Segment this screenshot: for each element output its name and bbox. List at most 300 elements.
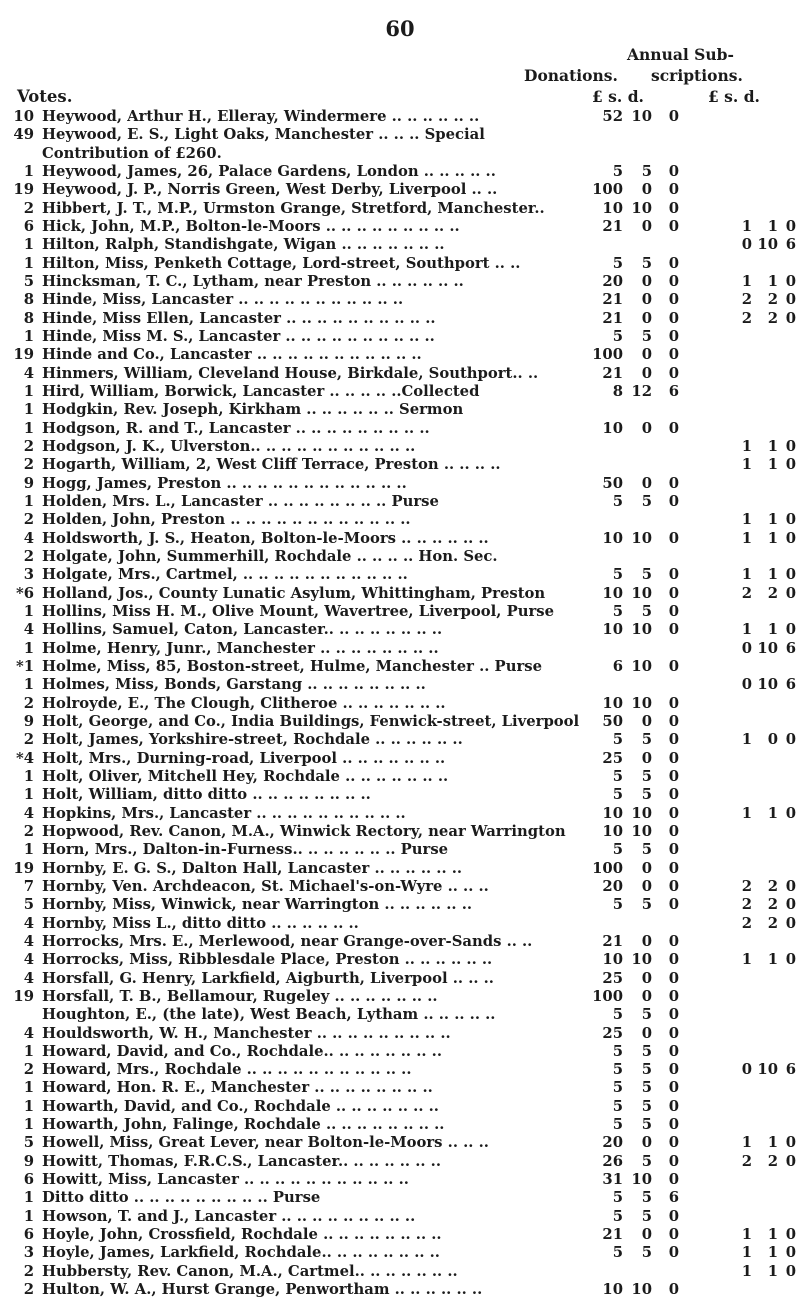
donation-shillings: 0 [641, 877, 652, 895]
list-item [0, 455, 800, 475]
subscription-pence: 0 [785, 217, 796, 235]
name-cell: Holgate, Mrs., Cartmel, .. .. .. .. .. .. .. .. .. .. .. [42, 566, 408, 584]
votes-cell: 10 [13, 108, 34, 125]
votes-cell: 5 [23, 272, 34, 290]
donation-pounds: 100 [592, 859, 623, 877]
donation-pounds: 21 [602, 291, 623, 309]
name-cell: Hollins, Samuel, Caton, Lancaster.. .. .. .. .. .. .. .. [42, 621, 443, 639]
votes-cell: 1 [23, 602, 34, 620]
subscription-pence: 0 [785, 456, 796, 474]
name-cell: Houldsworth, W. H., Manchester .. .. .. .. .. .. .. .. .. [42, 1024, 451, 1042]
donation-shillings: 10 [631, 108, 652, 125]
subscriptions-units-heading: £ s. d. [708, 87, 760, 106]
donation-shillings: 5 [641, 1207, 652, 1225]
donation-shillings: 0 [641, 859, 652, 877]
subscription-shillings: 1 [767, 217, 778, 235]
list-item [0, 144, 800, 164]
list-item [0, 492, 800, 512]
name-cell: Holt, Mrs., Durning-road, Liverpool .. .. .. .. .. .. .. [42, 749, 446, 767]
donation-pence: 0 [668, 1061, 679, 1079]
subscription-pence: 0 [785, 1226, 796, 1244]
votes-cell: 6 [23, 217, 34, 235]
list-item [0, 914, 800, 934]
donation-shillings: 0 [641, 749, 652, 767]
subscription-pounds: 0 [741, 1061, 752, 1079]
donation-pence: 0 [668, 254, 679, 272]
name-cell: Hulton, W. A., Hurst Grange, Penwortham .. .. .. .. .. .. [42, 1281, 483, 1299]
subscription-shillings: 1 [767, 1226, 778, 1244]
donation-pounds: 5 [612, 1042, 623, 1060]
donation-pounds: 10 [602, 584, 623, 602]
name-cell: Holmes, Miss, Bonds, Garstang .. .. .. .. .. .. .. .. [42, 676, 426, 694]
subscription-shillings: 10 [757, 639, 778, 657]
subscription-shillings: 2 [767, 1152, 778, 1170]
subscription-shillings: 2 [767, 584, 778, 602]
donation-pence: 0 [668, 694, 679, 712]
name-cell: Hinde, Miss, Lancaster .. .. .. .. .. .. .. .. .. .. .. [42, 291, 404, 309]
donation-shillings: 10 [631, 1171, 652, 1189]
name-cell: Hird, William, Borwick, Lancaster .. .. .. .. ..Collected [42, 382, 480, 400]
votes-cell: 6 [23, 1226, 34, 1244]
votes-cell: 2 [23, 547, 34, 565]
name-cell: Howell, Miss, Great Lever, near Bolton-le-Moors .. .. .. [42, 1134, 489, 1152]
donation-shillings: 0 [641, 217, 652, 235]
list-item [0, 749, 800, 769]
donation-shillings: 10 [631, 584, 652, 602]
name-cell: Howitt, Thomas, F.R.C.S., Lancaster.. .. .. .. .. .. .. [42, 1152, 441, 1170]
subscription-shillings: 2 [767, 896, 778, 914]
subscription-pounds: 0 [741, 639, 752, 657]
subscription-shillings: 1 [767, 272, 778, 290]
votes-cell: 8 [23, 291, 34, 309]
votes-cell: 49 [13, 126, 34, 144]
donation-pounds: 21 [602, 217, 623, 235]
list-item [0, 345, 800, 365]
votes-cell: 1 [23, 786, 34, 804]
subscription-shillings: 1 [767, 1262, 778, 1280]
subscription-pounds: 1 [741, 951, 752, 969]
donation-pence: 0 [668, 1226, 679, 1244]
list-item [0, 1133, 800, 1153]
subscription-pounds: 2 [741, 584, 752, 602]
name-cell: Howard, David, and Co., Rochdale.. .. .. .. .. .. .. .. [42, 1042, 442, 1060]
donation-pounds: 21 [602, 1226, 623, 1244]
subscription-pounds: 1 [741, 437, 752, 455]
list-item [0, 730, 800, 750]
donation-pence: 0 [668, 841, 679, 859]
votes-cell: 3 [23, 1244, 34, 1262]
donation-shillings: 12 [631, 382, 652, 400]
name-cell: Howarth, David, and Co., Rochdale .. .. .. .. .. .. .. [42, 1097, 439, 1115]
donation-pence: 0 [668, 217, 679, 235]
votes-cell: 4 [23, 621, 34, 639]
list-item [0, 950, 800, 970]
name-cell: Hoyle, James, Larkfield, Rochdale.. .. .. .. .. .. .. .. [42, 1244, 440, 1262]
list-item [0, 602, 800, 622]
donation-shillings: 10 [631, 804, 652, 822]
donation-shillings: 0 [641, 1226, 652, 1244]
donation-shillings: 5 [641, 327, 652, 345]
list-item [0, 840, 800, 860]
name-cell: Hogg, James, Preston .. .. .. .. .. .. .. .. .. .. .. .. [42, 474, 407, 492]
donation-pence: 0 [668, 712, 679, 730]
donations-heading: Donations. [524, 66, 618, 85]
subscription-pence: 0 [785, 529, 796, 547]
donation-pounds: 21 [602, 309, 623, 327]
donation-pence: 0 [668, 767, 679, 785]
votes-cell: *1 [15, 657, 34, 675]
votes-cell: 4 [23, 969, 34, 987]
votes-cell: 4 [23, 804, 34, 822]
donation-pence: 0 [668, 859, 679, 877]
donation-pence: 0 [668, 1207, 679, 1225]
donation-pounds: 5 [612, 1079, 623, 1097]
donation-shillings: 0 [641, 346, 652, 364]
donation-shillings: 0 [641, 1024, 652, 1042]
votes-cell: 2 [23, 199, 34, 217]
list-item [0, 675, 800, 695]
name-cell: Horrocks, Mrs. E., Merlewood, near Grange-over-Sands .. .. [42, 932, 533, 950]
donation-pounds: 50 [602, 474, 623, 492]
subscription-pence: 0 [785, 731, 796, 749]
name-cell: Howarth, John, Falinge, Rochdale .. .. .. .. .. .. .. .. [42, 1116, 445, 1134]
name-cell: Holden, John, Preston .. .. .. .. .. .. .. .. .. .. .. .. [42, 511, 411, 529]
list-item [0, 382, 800, 402]
donation-pounds: 5 [612, 254, 623, 272]
donation-pence: 0 [668, 566, 679, 584]
votes-cell: 2 [23, 731, 34, 749]
name-cell: Houghton, E., (the late), West Beach, Lytham .. .. .. .. .. [42, 1006, 496, 1024]
votes-cell: 9 [23, 474, 34, 492]
subscription-pounds: 1 [741, 566, 752, 584]
subscription-pence: 0 [785, 951, 796, 969]
name-cell: Hornby, Miss L., ditto ditto .. .. .. .. .. .. [42, 914, 359, 932]
name-cell: Holt, Oliver, Mitchell Hey, Rochdale .. .. .. .. .. .. .. [42, 767, 449, 785]
subscription-shillings: 2 [767, 914, 778, 932]
list-item [0, 1042, 800, 1062]
name-cell: Hinmers, William, Cleveland House, Birkdale, Southport.. .. [42, 364, 539, 382]
subscription-shillings: 1 [767, 1134, 778, 1152]
donation-pence: 0 [668, 877, 679, 895]
name-cell: Howard, Mrs., Rochdale .. .. .. .. .. .. .. .. .. .. .. [42, 1061, 412, 1079]
name-cell: Horn, Mrs., Dalton-in-Furness.. .. .. .. .. .. .. Purse [42, 841, 449, 859]
subscription-shillings: 1 [767, 1244, 778, 1262]
subscription-pounds: 1 [741, 456, 752, 474]
donation-pence: 0 [668, 987, 679, 1005]
donation-pounds: 10 [602, 529, 623, 547]
donation-shillings: 5 [641, 1079, 652, 1097]
votes-cell: 1 [23, 327, 34, 345]
name-cell: Howson, T. and J., Lancaster .. .. .. .. .. .. .. .. .. [42, 1207, 416, 1225]
subscription-shillings: 2 [767, 877, 778, 895]
donation-shillings: 0 [641, 364, 652, 382]
votes-cell: 2 [23, 1061, 34, 1079]
votes-cell: 19 [13, 987, 34, 1005]
name-cell: Hinde and Co., Lancaster .. .. .. .. .. .. .. .. .. .. .. [42, 346, 422, 364]
votes-cell: 1 [23, 1097, 34, 1115]
donation-pounds: 10 [602, 822, 623, 840]
donation-shillings: 10 [631, 694, 652, 712]
list-item [0, 1262, 800, 1282]
subscription-pence: 0 [785, 877, 796, 895]
votes-cell: 9 [23, 1152, 34, 1170]
name-cell: Hogarth, William, 2, West Cliff Terrace, Preston .. .. .. .. [42, 456, 501, 474]
annual-subscriptions-heading-line2: scriptions. [651, 66, 743, 85]
list-item [0, 1005, 800, 1025]
name-cell: Holroyde, E., The Clough, Clitheroe .. .. .. .. .. .. .. [42, 694, 446, 712]
donation-pence: 0 [668, 162, 679, 180]
subscription-pence: 0 [785, 621, 796, 639]
subscription-pounds: 2 [741, 896, 752, 914]
donation-pence: 0 [668, 1281, 679, 1299]
name-cell: Horsfall, T. B., Bellamour, Rugeley .. .. .. .. .. .. .. [42, 987, 438, 1005]
subscription-pence: 6 [785, 1061, 796, 1079]
donation-pounds: 52 [602, 108, 623, 125]
list-item [0, 529, 800, 549]
subscription-pounds: 1 [741, 217, 752, 235]
list-item [0, 547, 800, 567]
donation-shillings: 5 [641, 1152, 652, 1170]
donation-pounds: 100 [592, 346, 623, 364]
subscription-pounds: 1 [741, 1134, 752, 1152]
donation-pence: 0 [668, 1134, 679, 1152]
subscription-pounds: 1 [741, 731, 752, 749]
list-item [0, 400, 800, 420]
donation-shillings: 10 [631, 529, 652, 547]
donation-pence: 6 [668, 382, 679, 400]
votes-cell: 2 [23, 822, 34, 840]
donation-pounds: 5 [612, 841, 623, 859]
list-item [0, 290, 800, 310]
name-cell: Hodgson, R. and T., Lancaster .. .. .. .. .. .. .. .. .. [42, 419, 430, 437]
subscription-pence: 0 [785, 1152, 796, 1170]
subscription-shillings: 10 [757, 236, 778, 254]
list-item [0, 694, 800, 714]
name-cell: Hornby, E. G. S., Dalton Hall, Lancaster .. .. .. .. .. .. [42, 859, 463, 877]
donation-pounds: 5 [612, 602, 623, 620]
list-item [0, 584, 800, 604]
votes-cell: 2 [23, 511, 34, 529]
votes-cell: 1 [23, 492, 34, 510]
subscription-pence: 0 [785, 896, 796, 914]
subscription-shillings: 1 [767, 437, 778, 455]
votes-cell: 2 [23, 694, 34, 712]
donation-pence: 0 [668, 749, 679, 767]
donation-pounds: 21 [602, 364, 623, 382]
subscription-shillings: 10 [757, 676, 778, 694]
votes-cell: 4 [23, 932, 34, 950]
votes-cell: 1 [23, 1189, 34, 1207]
donation-shillings: 5 [641, 1189, 652, 1207]
donation-pence: 0 [668, 932, 679, 950]
votes-cell: *6 [15, 584, 34, 602]
list-item [0, 309, 800, 329]
donation-pence: 0 [668, 108, 679, 125]
subscription-pence: 0 [785, 914, 796, 932]
subscription-pounds: 0 [741, 236, 752, 254]
subscription-shillings: 10 [757, 1061, 778, 1079]
donation-pence: 0 [668, 529, 679, 547]
list-item [0, 1078, 800, 1098]
subscription-pounds: 1 [741, 1244, 752, 1262]
donation-shillings: 5 [641, 162, 652, 180]
donation-shillings: 5 [641, 1061, 652, 1079]
donation-pence: 0 [668, 181, 679, 199]
list-item [0, 895, 800, 915]
votes-cell: 6 [23, 1171, 34, 1189]
subscription-pence: 0 [785, 511, 796, 529]
votes-cell: 2 [23, 1262, 34, 1280]
donation-pounds: 5 [612, 492, 623, 510]
name-cell: Hick, John, M.P., Bolton-le-Moors .. .. .. .. .. .. .. .. .. [42, 217, 460, 235]
subscription-shillings: 1 [767, 456, 778, 474]
name-cell: Howitt, Miss, Lancaster .. .. .. .. .. .. .. .. .. .. .. [42, 1171, 409, 1189]
list-item [0, 767, 800, 787]
list-item [0, 1152, 800, 1172]
name-cell: Hopkins, Mrs., Lancaster .. .. .. .. .. .. .. .. .. .. [42, 804, 406, 822]
list-item [0, 1188, 800, 1208]
list-item [0, 859, 800, 879]
votes-cell: 8 [23, 309, 34, 327]
donation-shillings: 5 [641, 1244, 652, 1262]
donation-pounds: 20 [602, 1134, 623, 1152]
subscription-pounds: 2 [741, 914, 752, 932]
name-cell: Holt, William, ditto ditto .. .. .. .. .. .. .. .. [42, 786, 371, 804]
donation-shillings: 5 [641, 254, 652, 272]
name-cell: Holme, Miss, 85, Boston-street, Hulme, Manchester .. Purse [42, 657, 542, 675]
subscription-pence: 0 [785, 804, 796, 822]
donation-shillings: 10 [631, 621, 652, 639]
votes-cell: *4 [15, 749, 34, 767]
donation-shillings: 0 [641, 419, 652, 437]
donation-pence: 0 [668, 896, 679, 914]
donation-pence: 0 [668, 1116, 679, 1134]
donation-pounds: 5 [612, 1244, 623, 1262]
donation-shillings: 0 [641, 181, 652, 199]
annual-subscriptions-heading-line1: Annual Sub- [627, 45, 734, 64]
donation-shillings: 5 [641, 1116, 652, 1134]
subscription-shillings: 2 [767, 291, 778, 309]
donations-units-heading: £ s. d. [592, 87, 644, 106]
donation-pounds: 10 [602, 951, 623, 969]
name-cell: Holt, George, and Co., India Buildings, Fenwick-street, Liverpool [42, 712, 580, 730]
donation-pounds: 5 [612, 1207, 623, 1225]
subscription-pence: 0 [785, 566, 796, 584]
donation-pounds: 10 [602, 621, 623, 639]
donation-pence: 0 [668, 1244, 679, 1262]
subscription-pounds: 2 [741, 877, 752, 895]
subscription-shillings: 0 [767, 731, 778, 749]
list-item [0, 620, 800, 640]
list-item [0, 1097, 800, 1117]
donation-shillings: 5 [641, 731, 652, 749]
subscription-pence: 6 [785, 676, 796, 694]
list-item [0, 932, 800, 952]
list-item [0, 657, 800, 677]
donation-pence: 0 [668, 1171, 679, 1189]
list-item [0, 804, 800, 824]
votes-cell: 1 [23, 1042, 34, 1060]
donation-shillings: 5 [641, 786, 652, 804]
donation-pounds: 5 [612, 731, 623, 749]
donation-pounds: 10 [602, 419, 623, 437]
list-item [0, 217, 800, 237]
donation-pence: 0 [668, 951, 679, 969]
donation-pounds: 25 [602, 749, 623, 767]
donation-shillings: 5 [641, 602, 652, 620]
subscription-pounds: 2 [741, 291, 752, 309]
donation-pounds: 5 [612, 1006, 623, 1024]
votes-cell: 1 [23, 162, 34, 180]
list-item [0, 565, 800, 585]
list-item [0, 1115, 800, 1135]
subscription-pence: 0 [785, 584, 796, 602]
name-cell: Heywood, Arthur H., Elleray, Windermere .. .. .. .. .. .. [42, 108, 480, 125]
list-item [0, 474, 800, 494]
donation-shillings: 0 [641, 272, 652, 290]
name-cell: Holden, Mrs. L., Lancaster .. .. .. .. .. .. .. .. Purse [42, 492, 439, 510]
votes-cell: 1 [23, 676, 34, 694]
list-item [0, 1225, 800, 1245]
name-cell: Holdsworth, J. S., Heaton, Bolton-le-Moors .. .. .. .. .. .. [42, 529, 489, 547]
name-cell: Hopwood, Rev. Canon, M.A., Winwick Rectory, near Warrington [42, 822, 566, 840]
votes-cell: 5 [23, 1134, 34, 1152]
name-cell: Horrocks, Miss, Ribblesdale Place, Preston .. .. .. .. .. .. [42, 951, 493, 969]
name-cell: Horsfall, G. Henry, Larkfield, Aigburth, Liverpool .. .. .. [42, 969, 494, 987]
list-item [0, 969, 800, 989]
name-cell: Heywood, J. P., Norris Green, West Derby, Liverpool .. .. [42, 181, 498, 199]
subscription-pence: 6 [785, 236, 796, 254]
subscription-shillings: 1 [767, 951, 778, 969]
list-item [0, 1280, 800, 1300]
donation-pence: 0 [668, 291, 679, 309]
list-item [0, 437, 800, 457]
donation-pounds: 8 [612, 382, 623, 400]
votes-cell: 4 [23, 1024, 34, 1042]
donation-shillings: 5 [641, 841, 652, 859]
donation-shillings: 10 [631, 199, 652, 217]
donation-shillings: 10 [631, 951, 652, 969]
donation-pence: 0 [668, 1079, 679, 1097]
donation-shillings: 5 [641, 1006, 652, 1024]
donation-pounds: 31 [602, 1171, 623, 1189]
donation-pence: 0 [668, 327, 679, 345]
list-item [0, 877, 800, 897]
donation-shillings: 10 [631, 1281, 652, 1299]
list-item [0, 987, 800, 1007]
votes-cell: 2 [23, 456, 34, 474]
donation-pence: 0 [668, 1097, 679, 1115]
votes-cell: 1 [23, 401, 34, 419]
name-cell: Ditto ditto .. .. .. .. .. .. .. .. .. Purse [42, 1189, 321, 1207]
donation-pence: 0 [668, 364, 679, 382]
list-item [0, 1024, 800, 1044]
votes-cell: 2 [23, 437, 34, 455]
page-number: 60 [385, 16, 415, 41]
donation-pounds: 5 [612, 1061, 623, 1079]
name-cell: Hilton, Ralph, Standishgate, Wigan .. .. .. .. .. .. .. [42, 236, 445, 254]
list-item [0, 1170, 800, 1190]
donation-pence: 0 [668, 804, 679, 822]
list-item [0, 180, 800, 200]
votes-cell: 1 [23, 1207, 34, 1225]
list-item [0, 510, 800, 530]
donation-shillings: 0 [641, 309, 652, 327]
donation-shillings: 0 [641, 932, 652, 950]
donation-pounds: 10 [602, 694, 623, 712]
donation-pence: 0 [668, 1152, 679, 1170]
donation-shillings: 0 [641, 474, 652, 492]
